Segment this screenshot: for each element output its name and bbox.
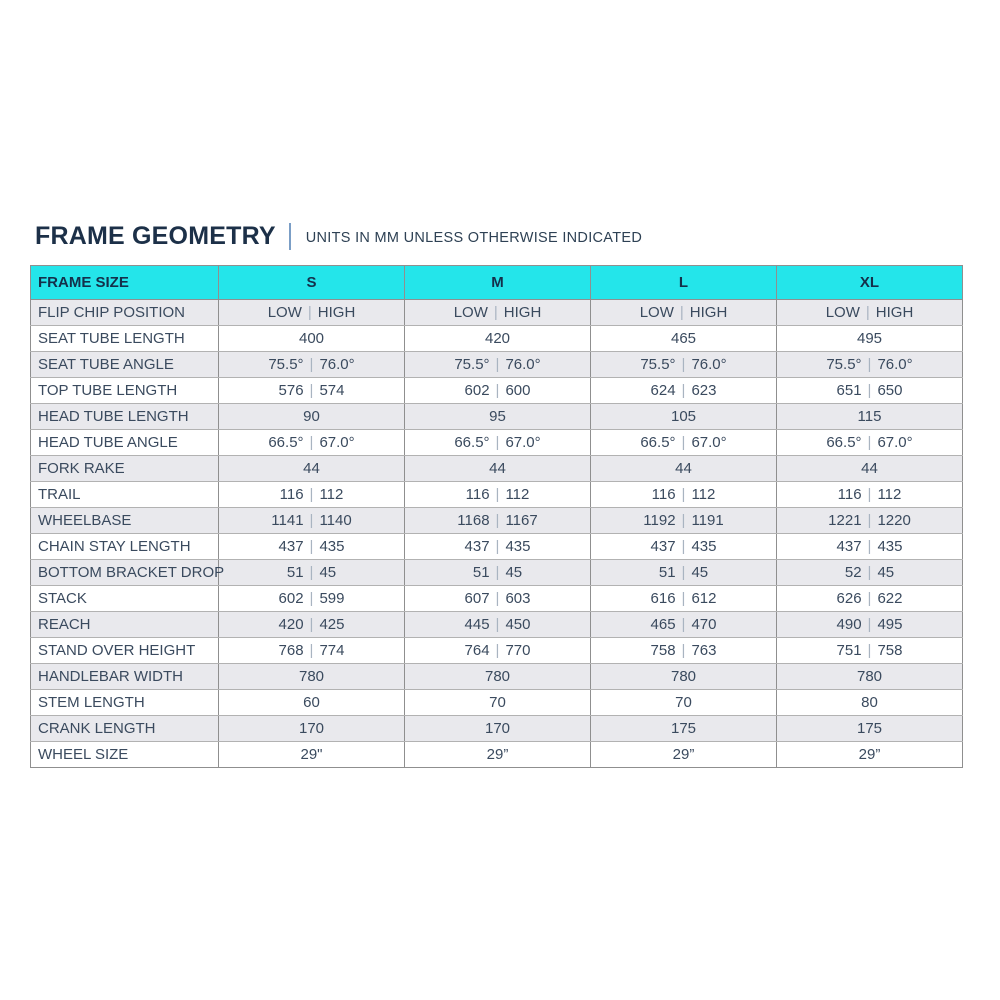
value-divider: | (867, 512, 872, 529)
row-value: 105 (591, 404, 777, 430)
row-value: 420 (405, 326, 591, 352)
row-label: HEAD TUBE ANGLE (31, 430, 219, 456)
row-value: 576 | 574 (219, 378, 405, 404)
row-value: 616 | 612 (591, 586, 777, 612)
row-label: CHAIN STAY LENGTH (31, 534, 219, 560)
row-value: 29” (777, 742, 963, 768)
row-label: REACH (31, 612, 219, 638)
row-value: 170 (405, 716, 591, 742)
page-header (35, 222, 642, 251)
row-value: 1141 | 1140 (219, 508, 405, 534)
row-value: LOW | HIGH (219, 300, 405, 326)
row-value: 80 (777, 690, 963, 716)
value-divider: | (495, 590, 500, 607)
row-value: 66.5° | 67.0° (405, 430, 591, 456)
row-value: 764 | 770 (405, 638, 591, 664)
value-divider: | (309, 356, 314, 373)
row-value: LOW | HIGH (591, 300, 777, 326)
row-value: 1221 | 1220 (777, 508, 963, 534)
row-value: 400 (219, 326, 405, 352)
row-value: 44 (591, 456, 777, 482)
table-row (31, 690, 963, 716)
row-value: 751 | 758 (777, 638, 963, 664)
header-cell-size-l: L (591, 266, 777, 300)
table-row (31, 638, 963, 664)
row-value: 51 | 45 (219, 560, 405, 586)
value-divider: | (681, 590, 686, 607)
row-label: STAND OVER HEIGHT (31, 638, 219, 664)
value-divider: | (681, 382, 686, 399)
table-row (31, 508, 963, 534)
row-value: 70 (405, 690, 591, 716)
table-row (31, 716, 963, 742)
row-value: 437 | 435 (591, 534, 777, 560)
title-divider (289, 223, 291, 250)
row-label: HEAD TUBE LENGTH (31, 404, 219, 430)
row-value: 445 | 450 (405, 612, 591, 638)
row-value: 495 (777, 326, 963, 352)
row-value: 1168 | 1167 (405, 508, 591, 534)
row-value: 29” (405, 742, 591, 768)
row-value: 490 | 495 (777, 612, 963, 638)
row-value: 44 (219, 456, 405, 482)
table-row (31, 586, 963, 612)
row-value: 1192 | 1191 (591, 508, 777, 534)
row-value: 602 | 600 (405, 378, 591, 404)
row-label: SEAT TUBE ANGLE (31, 352, 219, 378)
row-label: CRANK LENGTH (31, 716, 219, 742)
row-value: 437 | 435 (777, 534, 963, 560)
row-value: 780 (405, 664, 591, 690)
table-row (31, 404, 963, 430)
value-divider: | (309, 590, 314, 607)
value-divider: | (867, 434, 872, 451)
value-divider: | (495, 356, 500, 373)
row-value: 780 (591, 664, 777, 690)
row-label: FLIP CHIP POSITION (31, 300, 219, 326)
value-divider: | (867, 642, 872, 659)
row-value: 116 | 112 (219, 482, 405, 508)
row-label: HANDLEBAR WIDTH (31, 664, 219, 690)
value-divider: | (679, 304, 684, 321)
value-divider: | (865, 304, 870, 321)
value-divider: | (867, 538, 872, 555)
row-value: 44 (777, 456, 963, 482)
value-divider: | (867, 616, 872, 633)
value-divider: | (495, 512, 500, 529)
row-value: 75.5° | 76.0° (219, 352, 405, 378)
row-value: LOW | HIGH (777, 300, 963, 326)
row-value: 175 (777, 716, 963, 742)
row-value: 52 | 45 (777, 560, 963, 586)
row-label: WHEEL SIZE (31, 742, 219, 768)
table-row (31, 742, 963, 768)
row-value: 465 | 470 (591, 612, 777, 638)
row-value: 420 | 425 (219, 612, 405, 638)
header-cell-size-s: S (219, 266, 405, 300)
value-divider: | (867, 356, 872, 373)
value-divider: | (867, 486, 872, 503)
value-divider: | (309, 486, 314, 503)
row-value: 170 (219, 716, 405, 742)
table-row (31, 664, 963, 690)
value-divider: | (309, 616, 314, 633)
header-cell-size-m: M (405, 266, 591, 300)
row-value: LOW | HIGH (405, 300, 591, 326)
row-value: 75.5° | 76.0° (591, 352, 777, 378)
row-value: 116 | 112 (777, 482, 963, 508)
row-value: 75.5° | 76.0° (777, 352, 963, 378)
table-row (31, 534, 963, 560)
table-row (31, 482, 963, 508)
row-label: TOP TUBE LENGTH (31, 378, 219, 404)
table-row (31, 456, 963, 482)
value-divider: | (309, 434, 314, 451)
row-value: 115 (777, 404, 963, 430)
value-divider: | (681, 512, 686, 529)
frame-geometry-table (30, 265, 963, 768)
value-divider: | (309, 564, 314, 581)
value-divider: | (681, 486, 686, 503)
header-cell-frame-size: FRAME SIZE (31, 266, 219, 300)
row-value: 51 | 45 (591, 560, 777, 586)
row-value: 66.5° | 67.0° (219, 430, 405, 456)
row-value: 66.5° | 67.0° (591, 430, 777, 456)
row-label: BOTTOM BRACKET DROP (31, 560, 219, 586)
row-value: 51 | 45 (405, 560, 591, 586)
row-label: STEM LENGTH (31, 690, 219, 716)
table-row (31, 326, 963, 352)
value-divider: | (681, 642, 686, 659)
table-header (31, 266, 963, 300)
value-divider: | (495, 616, 500, 633)
row-value: 626 | 622 (777, 586, 963, 612)
value-divider: | (309, 512, 314, 529)
value-divider: | (309, 538, 314, 555)
row-value: 95 (405, 404, 591, 430)
value-divider: | (867, 590, 872, 607)
row-value: 624 | 623 (591, 378, 777, 404)
value-divider: | (867, 564, 872, 581)
value-divider: | (681, 434, 686, 451)
row-value: 780 (777, 664, 963, 690)
header-row (31, 266, 963, 300)
row-value: 758 | 763 (591, 638, 777, 664)
value-divider: | (495, 564, 500, 581)
row-value: 175 (591, 716, 777, 742)
value-divider: | (307, 304, 312, 321)
row-value: 75.5° | 76.0° (405, 352, 591, 378)
value-divider: | (309, 382, 314, 399)
row-label: FORK RAKE (31, 456, 219, 482)
row-value: 607 | 603 (405, 586, 591, 612)
row-value: 437 | 435 (405, 534, 591, 560)
row-value: 116 | 112 (405, 482, 591, 508)
value-divider: | (495, 434, 500, 451)
value-divider: | (495, 486, 500, 503)
table-row (31, 612, 963, 638)
row-label: TRAIL (31, 482, 219, 508)
value-divider: | (495, 642, 500, 659)
table-row (31, 430, 963, 456)
header-cell-size-xl: XL (777, 266, 963, 300)
row-value: 44 (405, 456, 591, 482)
row-value: 66.5° | 67.0° (777, 430, 963, 456)
value-divider: | (867, 382, 872, 399)
geometry-table-body (31, 300, 963, 768)
value-divider: | (681, 538, 686, 555)
row-value: 116 | 112 (591, 482, 777, 508)
table-row (31, 300, 963, 326)
row-value: 768 | 774 (219, 638, 405, 664)
value-divider: | (495, 382, 500, 399)
row-value: 60 (219, 690, 405, 716)
row-value: 29" (219, 742, 405, 768)
value-divider: | (681, 616, 686, 633)
row-value: 651 | 650 (777, 378, 963, 404)
row-label: WHEELBASE (31, 508, 219, 534)
table-row (31, 560, 963, 586)
page-title: FRAME GEOMETRY (35, 222, 276, 250)
value-divider: | (493, 304, 498, 321)
page-subtitle: UNITS IN MM UNLESS OTHERWISE INDICATED (305, 230, 643, 246)
row-value: 29” (591, 742, 777, 768)
row-label: SEAT TUBE LENGTH (31, 326, 219, 352)
row-value: 70 (591, 690, 777, 716)
value-divider: | (681, 356, 686, 373)
value-divider: | (309, 642, 314, 659)
row-label: STACK (31, 586, 219, 612)
row-value: 780 (219, 664, 405, 690)
row-value: 90 (219, 404, 405, 430)
row-value: 602 | 599 (219, 586, 405, 612)
row-value: 437 | 435 (219, 534, 405, 560)
table-row (31, 378, 963, 404)
row-value: 465 (591, 326, 777, 352)
value-divider: | (495, 538, 500, 555)
value-divider: | (681, 564, 686, 581)
table-row (31, 352, 963, 378)
